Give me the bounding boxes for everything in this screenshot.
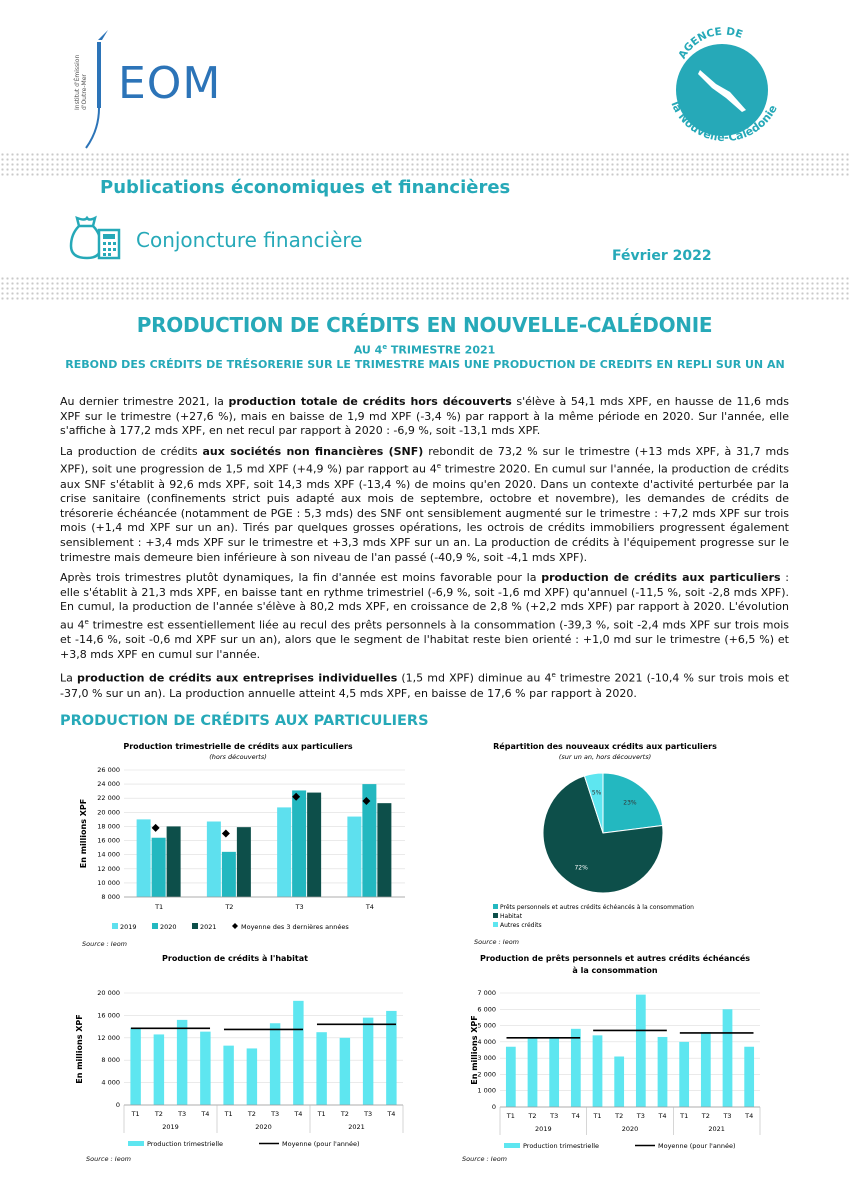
legend-label: Moyenne des 3 dernières années	[241, 923, 349, 931]
source-note: Source : Ieom	[462, 1155, 508, 1163]
bar	[636, 995, 646, 1107]
y-tick-label: 14 000	[97, 850, 120, 859]
publication-title: Publications économiques et financières	[100, 177, 511, 198]
paragraph: La production de crédits aux entreprises individuelles (1,5 md XPF) diminue au 4e trimestre 2021 (-10,4 % sur trois mois et -37,0 % sur un an). La production annuelle atteint 4,5 mds XPF, en baisse de 17,6 % par rapport à 2020.	[60, 671, 790, 700]
bar	[614, 1057, 624, 1107]
legend-label: Habitat	[500, 913, 523, 920]
x-group-label: 2020	[255, 1123, 272, 1131]
bar	[701, 1032, 711, 1107]
bar	[593, 1035, 603, 1107]
x-tick-label: T2	[154, 1110, 163, 1118]
y-axis-label: En millions XPF	[75, 1014, 84, 1084]
bar	[277, 807, 291, 897]
article-subtitle: AU 4e TRIMESTRE 2021	[353, 343, 496, 357]
source-note: Source : Ieom	[86, 1155, 132, 1163]
y-tick-label: 4 000	[477, 1037, 496, 1046]
legend-swatch	[128, 1141, 144, 1146]
x-tick-label: T4	[365, 903, 374, 911]
bar	[152, 838, 166, 897]
x-tick-label: T4	[658, 1112, 667, 1120]
paragraph: La production de crédits aux sociétés non financières (SNF) rebondit de 73,2 % sur le trimestre (+13 mds XPF, à 31,7 mds XPF), soit une progression de 1,5 md XPF (+4,9 %) par rapport au 4e trimestre 2020. En cumul sur l'année, la production de crédits aux SNF s'établit à 92,6 mds XPF, soit 14,3 mds XPF (-13,4 %) de moins qu'en 2020. Dans un contexte d'activité perturbée par la crise sanitaire (confinements strict puis adapté aux mois de septembre, octobre et novembre), les demandes de crédits de trésorerie échéancée (notamment de PGE : 5,3 mds) des SNF ont sensiblement augmenté sur le trimestre : +7,2 mds XPF sur trois mois (+1,4 md XPF sur un an). Tirés par quelques grosses opérations, les octrois de crédits immobiliers progressent également sensiblement : +3,4 mds XPF sur le trimestre et +3,3 mds XPF sur un an. La production de crédits à l'équipement progresse sur le trimestre mais demeure bien inférieure à son niveau de l'an passé (-40,9 %, soit -4,1 mds XPF).	[60, 444, 789, 564]
x-tick-label: T2	[247, 1110, 256, 1118]
credit-breakdown-pie-chart	[455, 736, 785, 946]
x-group-label: 2019	[535, 1125, 552, 1133]
y-tick-label: 2 000	[477, 1070, 496, 1079]
bar	[377, 803, 391, 897]
article-body	[60, 395, 789, 707]
legend-label: 2019	[120, 923, 137, 931]
pie-label: 5%	[591, 789, 602, 797]
legend-label: Autres crédits	[500, 922, 542, 929]
y-tick-label: 3 000	[477, 1054, 496, 1063]
x-tick-label: T1	[506, 1112, 515, 1120]
bar	[506, 1047, 516, 1107]
legend-label: Production trimestrielle	[147, 1140, 224, 1148]
y-tick-label: 24 000	[97, 780, 120, 789]
bar	[347, 817, 361, 897]
legend-swatch	[493, 922, 498, 927]
x-tick-label: T3	[364, 1110, 373, 1118]
legend-swatch	[192, 923, 198, 929]
y-tick-label: 6 000	[477, 1005, 496, 1014]
y-axis-label: En millions XPF	[470, 1015, 479, 1085]
article-title: PRODUCTION DE CRÉDITS EN NOUVELLE-CALÉDONIE	[136, 313, 713, 337]
bar	[744, 1047, 754, 1107]
y-tick-label: 20 000	[97, 989, 120, 997]
bar	[723, 1009, 733, 1107]
x-tick-label: T1	[317, 1110, 326, 1118]
agency-badge	[660, 22, 795, 157]
x-tick-label: T1	[155, 903, 164, 911]
x-tick-label: T3	[723, 1112, 732, 1120]
x-tick-label: T4	[745, 1112, 754, 1120]
y-tick-label: 12 000	[97, 864, 120, 873]
bar	[247, 1048, 257, 1105]
average-marker	[222, 830, 230, 838]
bar	[223, 1046, 233, 1105]
dotted-band	[0, 276, 849, 300]
y-tick-label: 12 000	[97, 1033, 120, 1042]
x-tick-label: T3	[178, 1110, 187, 1118]
x-tick-label: T4	[294, 1110, 303, 1118]
average-marker	[152, 824, 160, 832]
chart-subtitle: (hors découverts)	[209, 753, 267, 761]
y-tick-label: 26 000	[97, 766, 120, 774]
pie-label: 72%	[574, 864, 588, 872]
x-tick-label: T3	[550, 1112, 559, 1120]
legend-label: Production trimestrielle	[523, 1142, 600, 1150]
bar	[307, 793, 321, 897]
y-tick-label: 0	[115, 1101, 120, 1109]
chart-subtitle: (sur un an, hors découverts)	[558, 753, 652, 761]
paragraph: Au dernier trimestre 2021, la production totale de crédits hors découverts s'élève à 54,1 mds XPF, en hausse de 11,6 mds XPF sur le trimestre (+27,6 %), mais en baisse de 1,9 md XPF (-3,4 %) par rapport à la même période en 2020. Sur l'année, elle s'affiche à 177,2 mds XPF, en net recul par rapport à 2020 : -6,9 %, soit -13,1 mds XPF.	[60, 395, 789, 438]
y-tick-label: 16 000	[97, 836, 120, 845]
y-tick-label: 8 000	[101, 1056, 120, 1065]
consumer-credit-chart	[455, 948, 785, 1163]
legend-label: 2021	[200, 923, 217, 931]
section-title: Conjoncture financière	[136, 228, 363, 252]
y-tick-label: 22 000	[97, 794, 120, 803]
legend-swatch	[493, 904, 498, 909]
legend-label: Moyenne (pour l'année)	[282, 1140, 360, 1148]
y-tick-label: 16 000	[97, 1011, 120, 1020]
x-group-label: 2021	[708, 1125, 725, 1133]
money-calculator-icon	[65, 212, 123, 264]
legend-swatch	[232, 923, 238, 929]
legend-label: 2020	[160, 923, 177, 931]
x-tick-label: T3	[295, 903, 304, 911]
publication-date: Février 2022	[612, 248, 712, 264]
logo-subtitle: Institut d'Émission d'Outre-Mer	[74, 54, 88, 110]
x-tick-label: T4	[571, 1112, 580, 1120]
bar	[167, 826, 181, 897]
bar	[340, 1038, 350, 1105]
housing-credit-chart	[60, 948, 415, 1163]
bar	[292, 790, 306, 897]
bar	[363, 1018, 373, 1105]
bar	[658, 1037, 668, 1107]
x-group-label: 2020	[621, 1125, 639, 1133]
y-tick-label: 4 000	[101, 1078, 120, 1087]
y-axis-label: En millions XPF	[79, 798, 88, 869]
quarterly-credit-chart	[60, 736, 415, 946]
pie-label: 23%	[623, 799, 637, 807]
x-tick-label: T1	[680, 1112, 689, 1120]
bar	[200, 1032, 210, 1105]
x-group-label: 2021	[348, 1123, 365, 1131]
logo-text: EOM	[118, 58, 222, 109]
legend-swatch	[112, 923, 118, 929]
x-tick-label: T1	[593, 1112, 602, 1120]
bar	[177, 1020, 187, 1105]
x-tick-label: T2	[225, 903, 234, 911]
bar	[316, 1032, 326, 1105]
x-group-label: 2019	[162, 1123, 179, 1131]
bar	[549, 1037, 559, 1107]
x-tick-label: T2	[340, 1110, 349, 1118]
y-tick-label: 0	[491, 1103, 496, 1111]
agency-top-text: AGENCE DE	[676, 25, 745, 62]
bar	[137, 819, 151, 897]
y-tick-label: 8 000	[101, 893, 120, 901]
x-tick-label: T1	[131, 1110, 140, 1118]
chart-title: Production de crédits à l'habitat	[162, 954, 308, 963]
x-tick-label: T1	[224, 1110, 233, 1118]
bar	[130, 1028, 140, 1105]
bar	[270, 1023, 280, 1105]
legend-label: Moyenne (pour l'année)	[658, 1142, 736, 1150]
y-tick-label: 5 000	[477, 1021, 496, 1030]
source-note: Source : Ieom	[474, 938, 520, 946]
chart-title: Répartition des nouveaux crédits aux particuliers	[493, 742, 717, 751]
paragraph: Après trois trimestres plutôt dynamiques, la fin d'année est moins favorable pour la production de crédits aux particuliers : elle s'établit à 21,3 mds XPF, en baisse tant en rythme trimestriel (-6,9 %, soit -1,6 md XPF) qu'annuel (-11,5 %, soit -2,8 mds XPF). En cumul, la production de l'année s'élève à 80,2 mds XPF, en croissance de 2,8 % (+2,2 mds XPF) par rapport à 2020. L'évolution au 4e trimestre est essentiellement liée au recul des prêts personnels à la consommation (-39,3 %, soit -2,4 mds XPF sur trois mois et -14,6 %, soit -0,6 md XPF sur un an), alors que le segment de l'habitat reste bien orienté : +1,0 md sur le trimestre (+6,5 %) et +3,8 mds XPF en cumul sur l'année.	[60, 571, 789, 661]
x-tick-label: T2	[701, 1112, 710, 1120]
y-tick-label: 7 000	[477, 989, 496, 997]
y-tick-label: 20 000	[97, 808, 120, 817]
bar	[571, 1029, 581, 1107]
bar	[237, 827, 251, 897]
section-heading: PRODUCTION DE CRÉDITS AUX PARTICULIERS	[60, 713, 429, 729]
x-tick-label: T3	[636, 1112, 645, 1120]
x-tick-label: T4	[201, 1110, 210, 1118]
bar	[679, 1042, 689, 1107]
chart-title: Production de prêts personnels et autres crédits échéancés	[479, 954, 751, 963]
bar	[207, 822, 221, 897]
x-tick-label: T2	[615, 1112, 624, 1120]
y-tick-label: 18 000	[97, 822, 120, 831]
x-tick-label: T2	[528, 1112, 537, 1120]
x-tick-label: T3	[271, 1110, 280, 1118]
legend-swatch	[504, 1143, 520, 1148]
legend-swatch	[152, 923, 158, 929]
legend-swatch	[493, 913, 498, 918]
chart-title-line2: à la consommation	[572, 966, 658, 975]
chart-title: Production trimestrielle de crédits aux particuliers	[123, 742, 353, 751]
bar	[293, 1001, 303, 1105]
article-subtitle-2: REBOND DES CRÉDITS DE TRÉSORERIE SUR LE TRIMESTRE MAIS UNE PRODUCTION DE CREDITS EN REPLI SUR UN AN	[65, 358, 785, 371]
x-tick-label: T4	[387, 1110, 396, 1118]
agency-bottom-text: la Nouvelle-Calédonie	[668, 99, 780, 145]
bar	[222, 852, 236, 897]
y-tick-label: 1 000	[477, 1086, 496, 1095]
bar	[154, 1034, 164, 1105]
legend-label: Prêts personnels et autres crédits échéancés à la consommation	[500, 904, 694, 911]
source-note: Source : Ieom	[82, 940, 128, 948]
y-tick-label: 10 000	[97, 878, 120, 887]
bar	[528, 1037, 538, 1107]
